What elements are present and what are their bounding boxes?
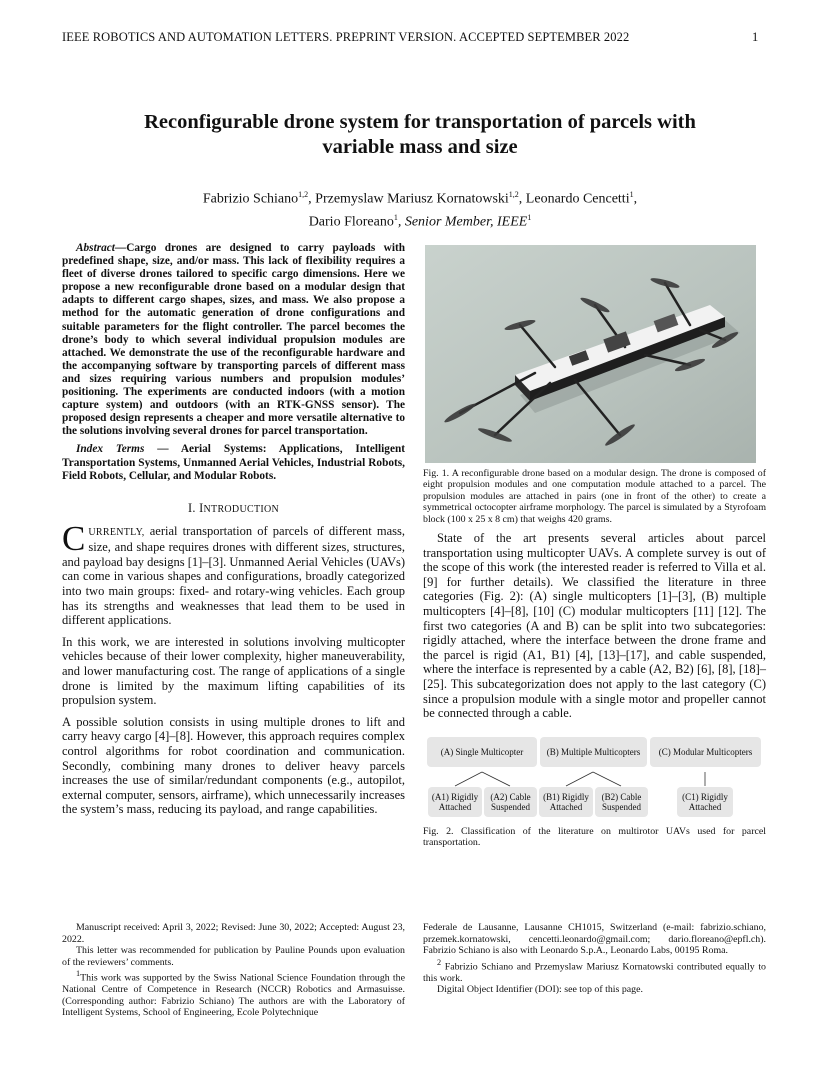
- figure-2-caption-block: [423, 826, 766, 849]
- right-column-text: [423, 531, 766, 728]
- footnote-funding: [62, 968, 405, 1019]
- index-terms-text: — Aerial Systems: Applications, Intelligent Transportation Systems, Unmanned Aerial Vehicles, Industrial Robots, Field Robots, Cellular, and Modular Robots.: [62, 443, 405, 482]
- intro-paragraph-2: In this work, we are interested in solutions involving multicopter vehicles because of their lower complexity, higher maneuverability, and lower manufacturing cost. The range of applications of a single drone is limited by the maximum lifting capabilities of its propulsion system.: [62, 634, 405, 708]
- figure-1-caption-block: [423, 468, 766, 525]
- figure-2-diagram: [425, 736, 762, 820]
- subcategory-a2-box: [484, 787, 537, 817]
- b2-line-1: (B2) Cable: [601, 792, 642, 802]
- subcategory-b1-box: [539, 787, 593, 817]
- section-title-initial: I: [199, 500, 204, 515]
- b1-line-1: (B1) Rigidly: [543, 792, 589, 802]
- intro-p1-text: aerial transportation of parcels of different mass, size, and shape requires drones with different sizes, structures, and payload bay designs [1]–[3]. Unmanned Aerial Vehicles (UAVs) can come in various shapes and configurations, broadly categorized into two main groups: fixed- and rotary-wing vehicles. Each group has its strengths and weaknesses that lead them to be used in different applications.: [62, 523, 405, 628]
- footnote-affiliation-cont: Federale de Lausanne, Lausanne CH1015, Switzerland (e-mail: fabrizio.schiano, przemek.kornatowski, cencetti.leonardo@gmail.com; dario.floreano@epfl.ch). Fabrizio Schiano is also with Leonardo S.p.A., Leonardo Labs, 00195 Roma.: [423, 922, 766, 957]
- category-b-box: (B) Multiple Multicopters: [540, 737, 647, 767]
- c1-line-2: Attached: [688, 802, 722, 812]
- figure-2-caption: Fig. 2. Classification of the literature on multirotor UAVs used for parcel transportation.: [423, 826, 766, 849]
- intro-paragraph-1: [62, 518, 405, 628]
- index-terms: [62, 443, 405, 482]
- c1-line-1: (C1) Rigidly: [682, 792, 728, 802]
- intro-smallcaps: URRENTLY,: [88, 526, 145, 538]
- a1-line-2: Attached: [438, 802, 472, 812]
- footnote-recommended: This letter was recommended for publication by Pauline Pounds upon evaluation of the reviewers’ comments.: [62, 945, 405, 968]
- figure-1-caption: Fig. 1. A reconfigurable drone based on a modular design. The drone is composed of eight propulsion modules and one computation module attached to a parcel. The propulsion modules are attached in pairs (one in front of the other) to create a symmetrical octocopter airframe morphology. The parcel is simulated by a Styrofoam block (100 x 25 x 8 cm) that weighs 420 grams.: [423, 468, 766, 525]
- category-c-box: (C) Modular Multicopters: [650, 737, 761, 767]
- author-sep: ,: [633, 191, 638, 207]
- author-4: Dario Floreano: [308, 214, 394, 230]
- author-list: [60, 186, 780, 231]
- author-4-affil: 1: [393, 212, 398, 222]
- paper-title: [60, 110, 780, 160]
- abstract-lead: Abstract: [76, 242, 115, 254]
- a2-line-1: (A2) Cable: [490, 792, 531, 802]
- intro-paragraph-3: A possible solution consists in using multiple drones to lift and carry heavy cargo [4]–[8]. However, this approach requires complex control algorithms for robot coordination and communication. Secondly, combining many drones to deliver heavy parcels increases the use of similar/redundant components (e.g., autopilot, external computer, sensors, airframe), which unnecessarily increases the system’s mass, reducing its payload, and range capabilities.: [62, 714, 405, 817]
- index-terms-lead: Index Terms: [76, 443, 145, 456]
- author-2-affil: 1,2: [508, 190, 519, 199]
- footnote-2-marker: 2: [437, 957, 442, 967]
- footnote-equal-contribution: [423, 957, 766, 984]
- abstract: [62, 242, 405, 438]
- section-heading-introduction: [62, 501, 405, 516]
- b2-line-2: Suspended: [602, 802, 641, 812]
- footnote-1-marker: 1: [76, 969, 81, 979]
- drone-photo-illustration: [425, 245, 756, 463]
- left-column: [62, 242, 405, 824]
- author-4-affil-2: 1: [527, 212, 532, 222]
- running-head: IEEE ROBOTICS AND AUTOMATION LETTERS. PREPRINT VERSION. ACCEPTED SEPTEMBER 2022: [62, 30, 630, 44]
- footnote-received: Manuscript received: April 3, 2022; Revised: June 30, 2022; Accepted: August 23, 2022.: [62, 922, 405, 945]
- abstract-dash: —: [114, 242, 127, 254]
- subcategory-a1-box: [428, 787, 482, 817]
- title-line-2: variable mass and size: [322, 136, 518, 158]
- abstract-text: Cargo drones are designed to carry payloads with predefined shape, size, and/or mass. This lack of flexibility requires a fleet of diverse drones tailored to specific cargo dimensions. Here we propose a new reconfigurable drone based on a modular design that adapts to different cargo shapes, sizes, and mass. We also propose a method for the automatic generation of drone configurations and suitable parameters for the flight controller. The parcel becomes the drone’s body to which several individual propulsion modules are attached. We demonstrate the use of the reconfigurable hardware and the accompanying software by transporting parcels of different mass and sizes requiring various numbers and propulsion modules’ positioning. The experiments are conducted indoors (with a motion capture system) and outdoors (with an RTK-GNSS sensor). The proposed design represents a cheaper and more versatile alternative to the solutions involving several drones for parcel transportation.: [62, 242, 405, 438]
- drop-cap: C: [62, 518, 86, 558]
- footnote-equal-text: Fabrizio Schiano and Przemyslaw Mariusz Kornatowski contributed equally to this work.: [423, 961, 766, 984]
- author-line-2: [60, 209, 780, 232]
- b1-line-2: Attached: [549, 802, 583, 812]
- category-a-box: (A) Single Multicopter: [427, 737, 537, 767]
- a1-line-1: (A1) Rigidly: [431, 792, 479, 802]
- author-4-role: , Senior Member, IEEE: [397, 214, 528, 230]
- footnote-funding-text: This work was supported by the Swiss National Science Foundation through the National Centre of Competence in Research (NCCR) Robotics and Armasuisse. (Corresponding author: Fabrizio Schiano) The authors are with the Laboratory of Intelligent Systems, School of Engineering, Ecole Polytechnique: [62, 972, 405, 1019]
- footnotes-left: [62, 922, 405, 1019]
- footnotes-right: [423, 922, 766, 996]
- figure-1-photo: [425, 245, 756, 463]
- page-number: 1: [752, 30, 759, 44]
- author-3-affil: 1: [629, 190, 634, 199]
- author-3: , Leonardo Cencetti: [518, 191, 630, 207]
- subcategory-c1-box: [677, 787, 733, 817]
- author-line-1: [60, 186, 780, 209]
- author-1-affil: 1,2: [298, 190, 309, 199]
- section-title-rest: NTRODUCTION: [203, 503, 280, 515]
- author-2: , Przemyslaw Mariusz Kornatowski: [308, 191, 509, 207]
- subcategory-b2-box: [595, 787, 648, 817]
- title-line-1: Reconfigurable drone system for transportation of parcels with: [144, 111, 696, 133]
- footnote-doi: Digital Object Identifier (DOI): see top of this page.: [437, 984, 643, 996]
- author-1: Fabrizio Schiano: [202, 191, 299, 207]
- section-number: I.: [187, 500, 200, 515]
- right-paragraph-1: State of the art presents several articles about parcel transportation using multicopter UAVs. A complete survey is out of the scope of this work (the interested reader is referred to Villa et al. [9] for further details). We classified the literature in three categories (Fig. 2): (A) single multicopters [1]–[3], (B) multiple multicopters [4]–[8], [10] (C) modular multicopters [11] [12]. The first two categories (A and B) can be split into two subcategories: rigidly attached, where the interface between the drone frame and the parcel is rigid (A1, B1) [4], [13]–[17], and cable suspended, where the interface is represented by a cable (A2, B2) [6], [8], [18]–[25]. This subcategorization does not apply to the last category (C) since a propulsion module with a single motor and propeller cannot be connected through a cable.: [423, 531, 766, 721]
- a2-line-2: Suspended: [491, 802, 530, 812]
